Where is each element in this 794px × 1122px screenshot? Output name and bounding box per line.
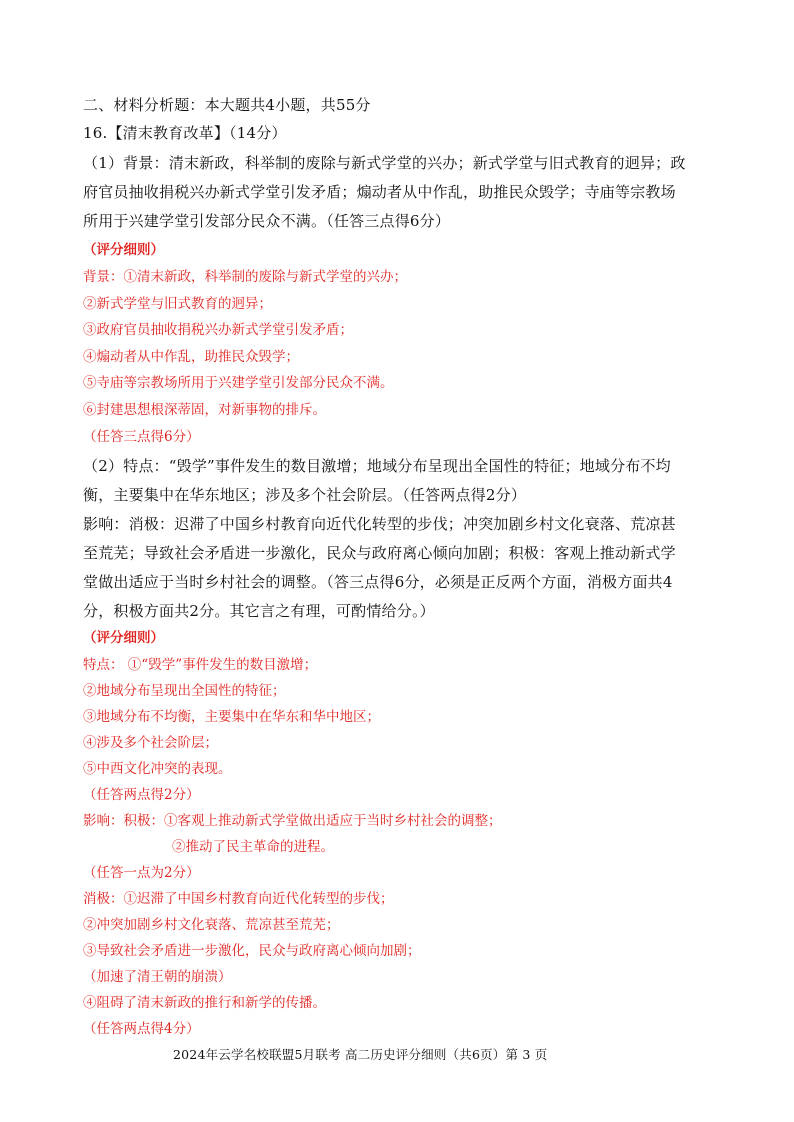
rubric-item: 影响：积极：①客观上推动新式学堂做出适应于当时乡村社会的调整；: [83, 813, 502, 829]
rubric-item: ③地域分布不均衡，主要集中在华东和华中地区；: [83, 709, 380, 725]
rubric-item: ②地域分布呈现出全国性的特征；: [83, 683, 286, 699]
rubric-item: ②新式学堂与旧式教育的迥异；: [83, 296, 272, 312]
section-heading: 二、材料分析题：本大题共4小题，共55分: [83, 96, 371, 114]
part2-line: 至荒芜；导致社会矛盾进一步激化，民众与政府离心倾向加剧；积极：客观上推动新式学: [83, 544, 676, 562]
part2-line: （2）特点：“毁学”事件发生的数目激增；地域分布呈现出全国性的特征；地域分布不均: [83, 457, 671, 475]
rubric-item: ②推动了民主革命的进程。: [172, 839, 334, 855]
part2-line: 堂做出适应于当时乡村社会的调整。（答三点得6分，必须是正反两个方面，消极方面共4: [83, 573, 673, 591]
part1-line: 所用于兴建学堂引发部分民众不满。（任答三点得6分）: [83, 212, 451, 230]
rubric-title: （评分细则）: [83, 242, 164, 258]
part1-line: 府官员抽收捐税兴办新式学堂引发矛盾；煽动者从中作乱，助推民众毁学；寺庙等宗教场: [83, 183, 676, 201]
rubric-item: ④涉及多个社会阶层；: [83, 735, 218, 751]
rubric-item: ④煽动者从中作乱，助推民众毁学；: [83, 349, 299, 365]
part2-line: 影响：消极：迟滞了中国乡村教育向近代化转型的步伐；冲突加剧乡村文化衰落、荒凉甚: [83, 515, 676, 533]
rubric-title: （评分细则）: [83, 630, 164, 646]
rubric-item: （加速了清王朝的崩溃）: [83, 969, 232, 985]
rubric-item: ③政府官员抽收捐税兴办新式学堂引发矛盾；: [83, 322, 353, 338]
rubric-score-note: （任答三点得6分）: [83, 429, 200, 445]
rubric-item: ⑤寺庙等宗教场所用于兴建学堂引发部分民众不满。: [83, 375, 394, 391]
rubric-item: 特点： ①“毁学”事件发生的数目激增；: [83, 657, 318, 673]
rubric-item: ③导致社会矛盾进一步激化，民众与政府离心倾向加剧；: [83, 943, 421, 959]
rubric-item: ⑥封建思想根深蒂固，对新事物的排斥。: [83, 402, 326, 418]
question-title: 16.【清末教育改革】（14分）: [83, 124, 287, 142]
rubric-score-note: （任答两点得2分）: [83, 787, 200, 803]
part1-line: （1）背景：清末新政，科举制的废除与新式学堂的兴办；新式学堂与旧式教育的迥异；政: [83, 154, 686, 172]
rubric-item: 背景：①清末新政，科举制的废除与新式学堂的兴办；: [83, 269, 407, 285]
rubric-item: ④阻碍了清末新政的推行和新学的传播。: [83, 995, 326, 1011]
part2-line: 衡，主要集中在华东地区；涉及多个社会阶层。（任答两点得2分）: [83, 486, 527, 504]
rubric-score-note: （任答两点得4分）: [83, 1021, 200, 1037]
rubric-score-note: （任答一点为2分）: [83, 865, 200, 881]
rubric-item: ②冲突加剧乡村文化衰落、荒凉甚至荒芜；: [83, 917, 340, 933]
part2-line: 分，积极方面共2分。其它言之有理，可酌情给分。）: [83, 602, 435, 620]
page-footer: 2024年云学名校联盟5月联考 高二历史评分细则（共6页）第 3 页: [173, 1047, 548, 1062]
rubric-item: ⑤中西文化冲突的表现。: [83, 761, 232, 777]
rubric-item: 消极：①迟滞了中国乡村教育向近代化转型的步伐；: [83, 891, 394, 907]
